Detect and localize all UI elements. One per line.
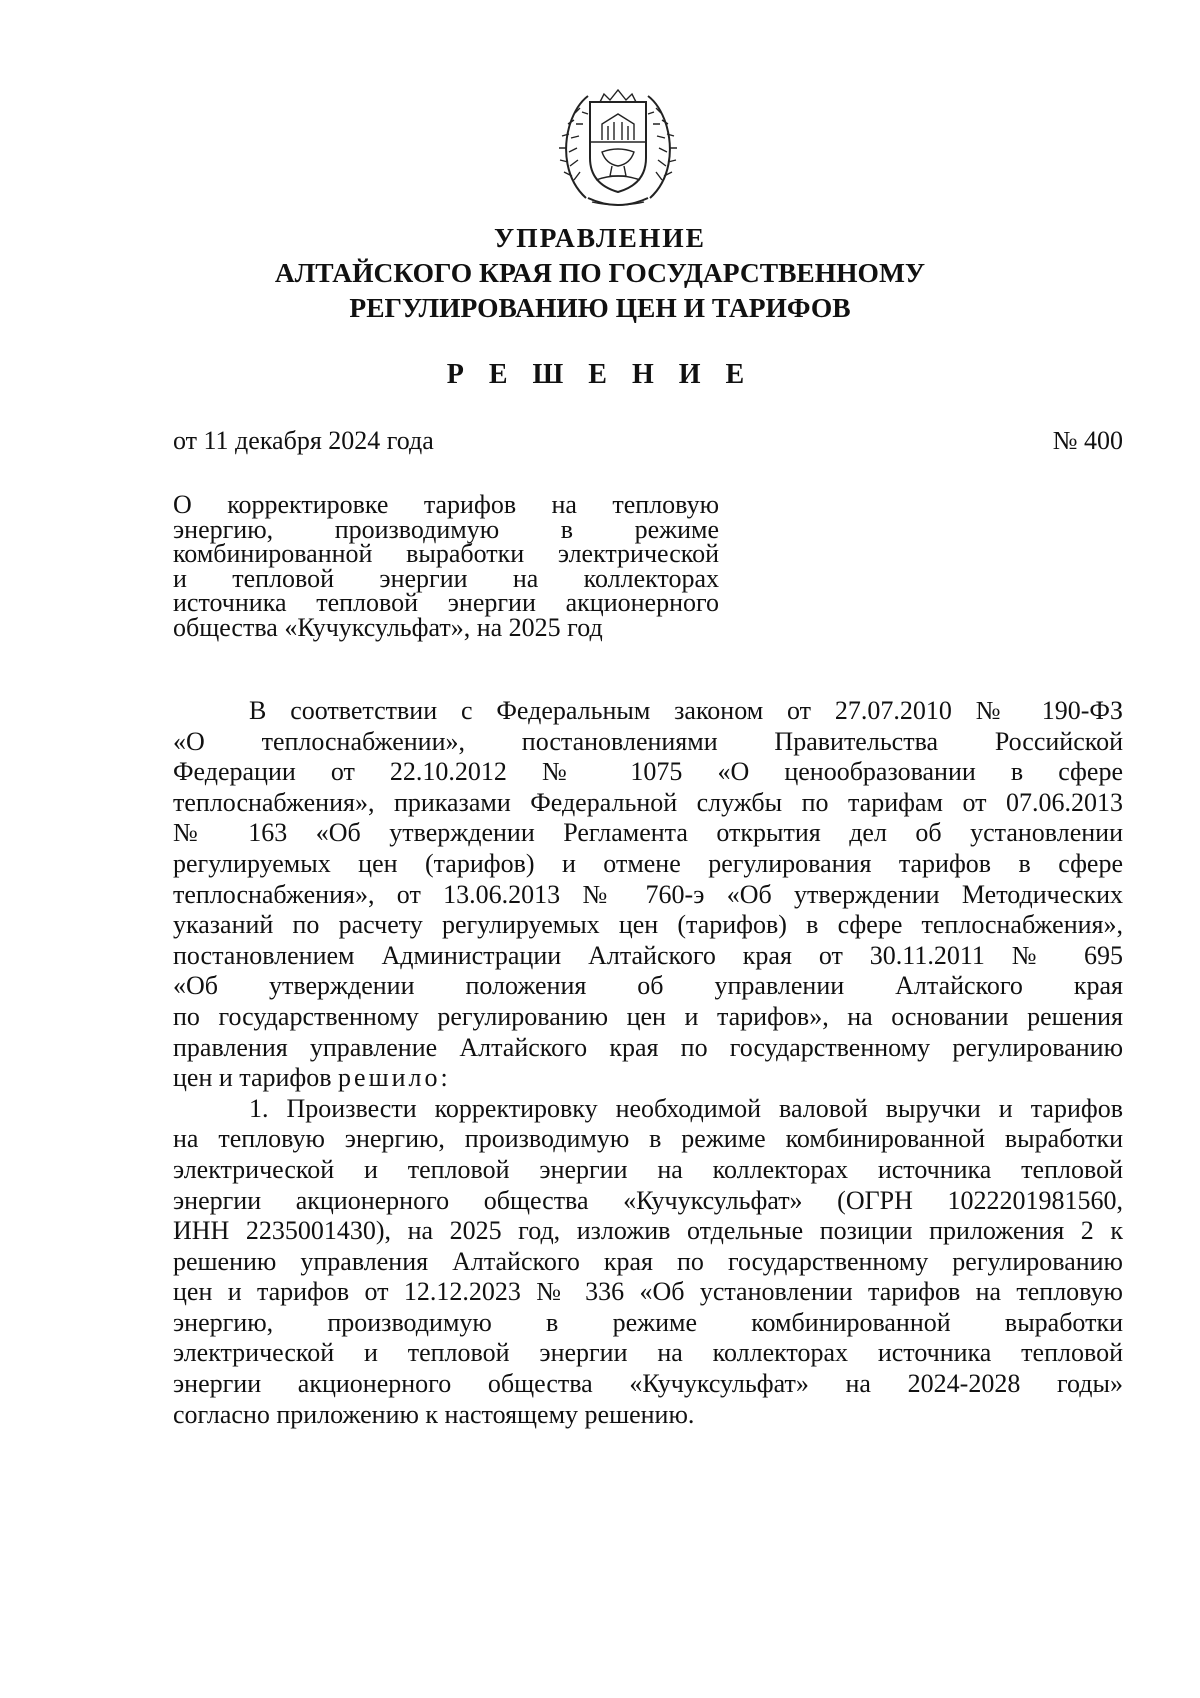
issuing-authority-header (150, 220, 1050, 325)
body-line: цен и тарифов от 12.12.2023 № 336 «Об установлении тарифов на тепловую (173, 1277, 1123, 1307)
body-line: на тепловую энергию, производимую в режиме комбинированной выработки (173, 1124, 1123, 1154)
resolved-word: решило: (338, 1063, 451, 1093)
body-line: энергию, производимую в режиме комбинированной выработки (173, 1307, 1123, 1337)
body-line: ИНН 2235001430), на 2025 год, изложив отдельные позиции приложения 2 к (173, 1216, 1123, 1246)
body-line: В соответствии с Федеральным законом от 27.07.2010 № 190-ФЗ (249, 696, 1123, 725)
document-date: от 11 декабря 2024 года (173, 426, 434, 455)
body-line: теплоснабжения», приказами Федеральной службы по тарифам от 07.06.2013 (173, 787, 1123, 817)
item-1-paragraph (173, 1094, 1123, 1431)
body-line: электрической и тепловой энергии на коллекторах источника тепловой (173, 1154, 1123, 1184)
subject-line: общества «Кучуксульфат», на 2025 год (173, 612, 603, 642)
body-line: теплоснабжения», от 13.06.2013 № 760-э «Об утверждении Методических (173, 879, 1123, 909)
body-line: «Об утверждении положения об управлении Алтайского края (173, 971, 1123, 1001)
body-line: указаний по расчету регулируемых цен (тарифов) в сфере теплоснабжения», (173, 910, 1123, 940)
coat-of-arms-emblem (558, 80, 678, 212)
body-line: решению управления Алтайского края по государственному регулированию (173, 1246, 1123, 1276)
subject-line: источника тепловой энергии акционерного (173, 588, 719, 617)
body-line: электрической и тепловой энергии на коллекторах источника тепловой (173, 1338, 1123, 1368)
date-number-row (173, 426, 1123, 456)
subject-line: О корректировке тарифов на тепловую (173, 490, 719, 519)
preamble-last-prefix: цен и тарифов (173, 1063, 332, 1093)
body-line: Федерации от 22.10.2012 № 1075 «О ценообразовании в сфере (173, 757, 1123, 787)
subject-line: и тепловой энергии на коллекторах (173, 563, 719, 593)
subject-line: комбинированной выработки электрической (173, 539, 719, 568)
preamble-paragraph (173, 696, 1123, 1094)
body-line: регулируемых цен (тарифов) и отмене регулирования тарифов в сфере (173, 848, 1123, 878)
body-line: № 163 «Об утверждении Регламента открытия дел об установлении (173, 818, 1123, 848)
subject-line: энергию, производимую в режиме (173, 514, 719, 544)
header-line: АЛТАЙСКОГО КРАЯ ПО ГОСУДАРСТВЕННОМУ (274, 257, 926, 288)
document-type-title: Р Е Ш Е Н И Е (446, 359, 754, 390)
body-line: «О теплоснабжении», постановлениями Правительства Российской (173, 726, 1123, 756)
body-line: энергии акционерного общества «Кучуксульфат» на 2024-2028 годы» (173, 1369, 1123, 1399)
document-subject (173, 490, 719, 642)
document-body (173, 696, 1123, 1430)
document-number: № 400 (1052, 426, 1123, 455)
body-line: постановлением Администрации Алтайского края от 30.11.2011 № 695 (173, 940, 1123, 970)
body-line: согласно приложению к настоящему решению. (173, 1399, 695, 1429)
body-line: по государственному регулированию цен и тарифов», на основании решения (173, 1001, 1123, 1031)
header-line: УПРАВЛЕНИЕ (494, 222, 706, 253)
body-line: 1. Произвести корректировку необходимой валовой выручки и тарифов (249, 1093, 1123, 1123)
header-line: РЕГУЛИРОВАНИЮ ЦЕН И ТАРИФОВ (349, 292, 851, 323)
body-line: правления управление Алтайского края по государственному регулированию (173, 1032, 1123, 1062)
body-line: энергии акционерного общества «Кучуксульфат» (ОГРН 1022201981560, (173, 1185, 1123, 1215)
body-line (173, 1063, 1123, 1094)
